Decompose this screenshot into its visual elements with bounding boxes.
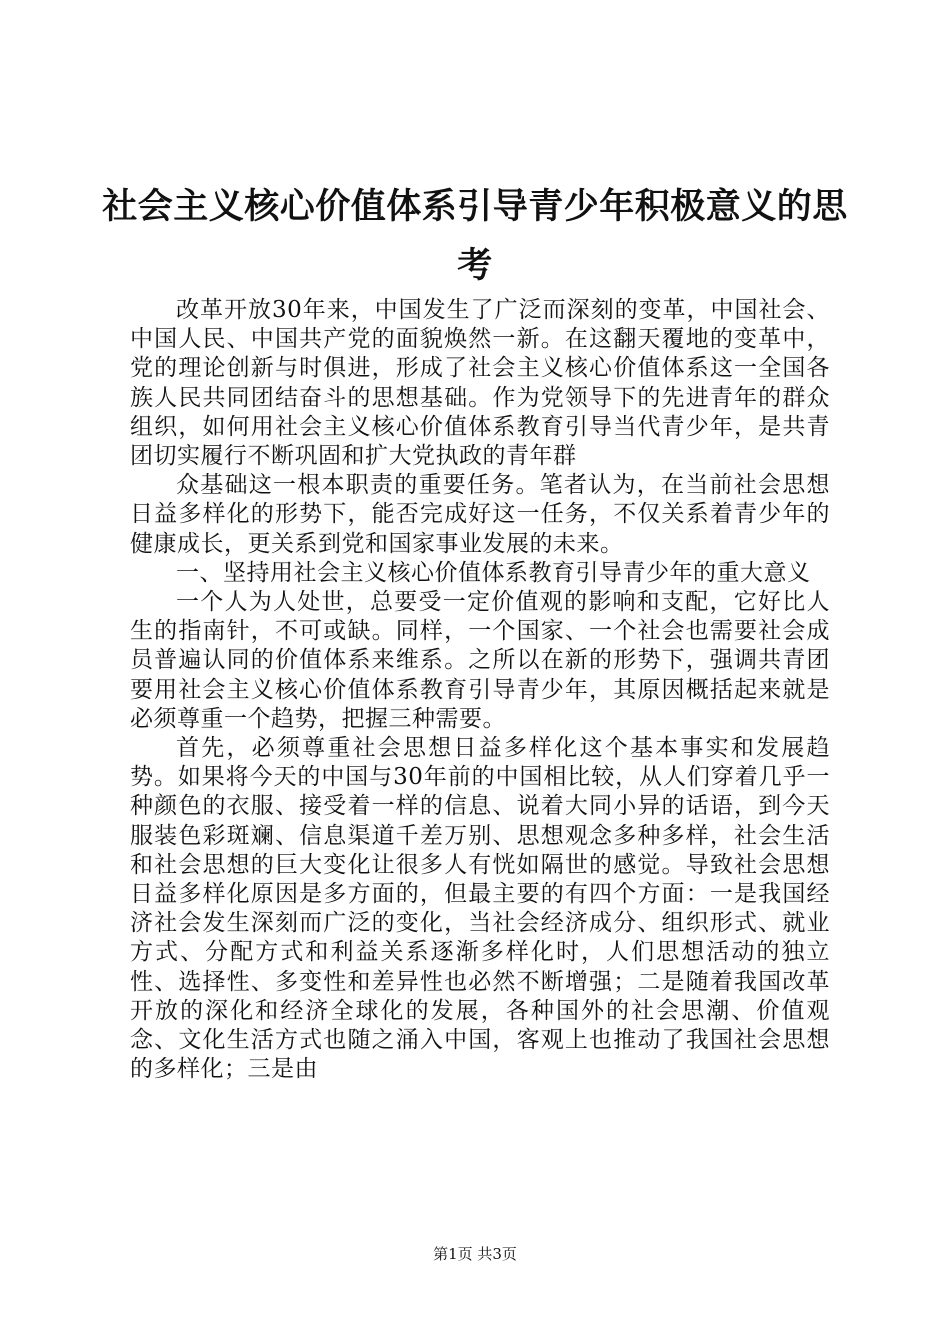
paragraph: 改革开放30年来，中国发生了广泛而深刻的变革，中国社会、中国人民、中国共产党的面貌焕然一新。在这翻天覆地的变革中，党的理论创新与时俱进，形成了社会主义核心价值体系这一全国各族人民共同团结奋斗的思想基础。作为党领导下的先进青年的群众组织，如何用社会主义核心价值体系教育引导当代青少年，是共青团切实履行不断巩固和扩大党执政的青年群	[130, 297, 830, 470]
paragraph: 众基础这一根本职责的重要任务。笔者认为，在当前社会思想日益多样化的形势下，能否完成好这一任务，不仅关系着青少年的健康成长，更关系到党和国家事业发展的未来。	[130, 472, 830, 557]
section-heading: 一、坚持用社会主义核心价值体系教育引导青少年的重大意义	[176, 559, 811, 586]
paragraph: 一个人为人处世，总要受一定价值观的影响和支配，它好比人生的指南针，不可或缺。同样，一个国家、一个社会也需要社会成员普遍认同的价值体系来维系。之所以在新的形势下，强调共青团要用社会主义核心价值体系教育引导青少年，其原因概括起来就是必须尊重一个趋势，把握三种需要。	[130, 589, 830, 732]
document-body	[130, 296, 830, 1084]
page-number-footer: 第1页 共3页	[433, 1245, 517, 1263]
paragraph: 首先，必须尊重社会思想日益多样化这个基本事实和发展趋势。如果将今天的中国与30年前的中国相比较，从人们穿着几乎一种颜色的衣服、接受着一样的信息、说着大同小异的话语，到今天服装色彩斑斓、信息渠道千差万别、思想观念多种多样，社会生活和社会思想的巨大变化让很多人有恍如隔世的感觉。导致社会思想日益多样化原因是多方面的，但最主要的有四个方面：一是我国经济社会发生深刻而广泛的变化，当社会经济成分、组织形式、就业方式、分配方式和利益关系逐渐多样化时，人们思想活动的独立性、选择性、多变性和差异性也必然不断增强；二是随着我国改革开放的深化和经济全球化的发展，各种国外的社会思潮、价值观念、文化生活方式也随之涌入中国，客观上也推动了我国社会思想的多样化；三是由	[130, 735, 830, 1083]
document-title: 社会主义核心价值体系引导青少年积极意义的思考	[102, 187, 848, 286]
